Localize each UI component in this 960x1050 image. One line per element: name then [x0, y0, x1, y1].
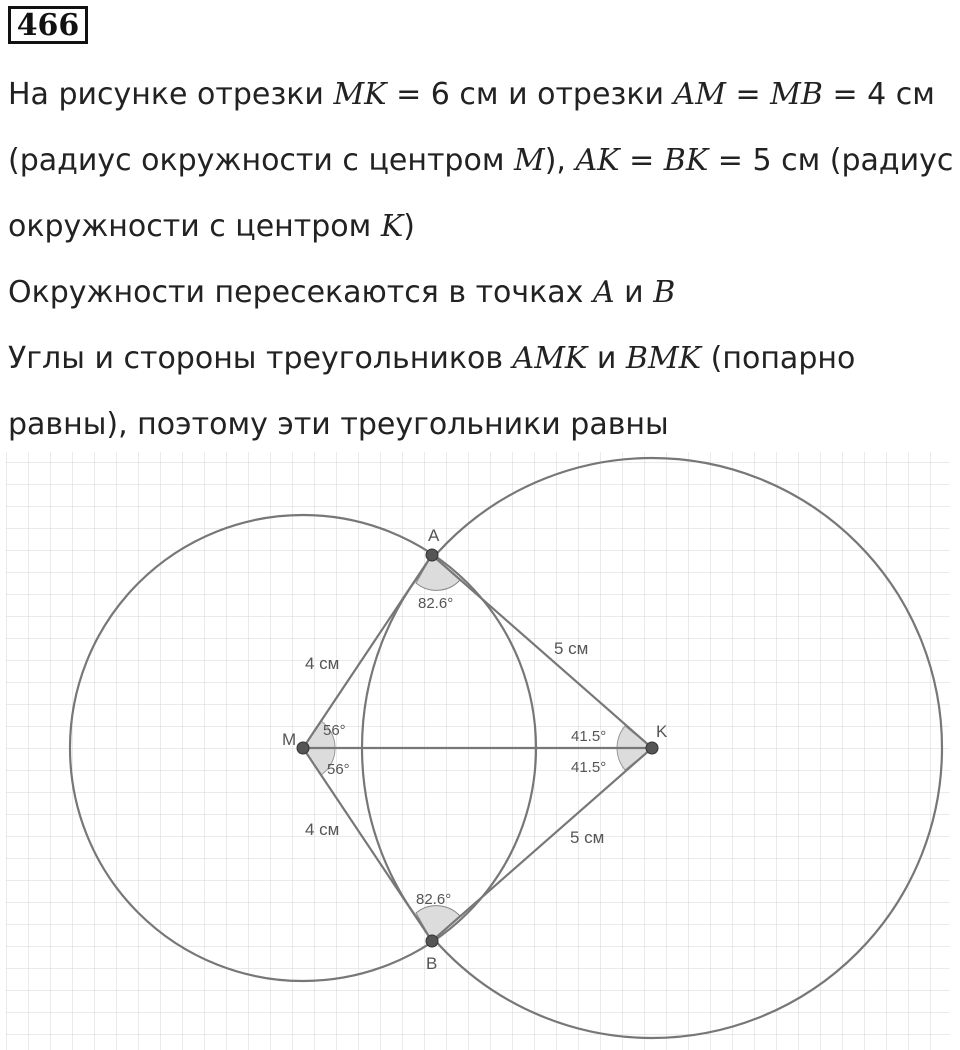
label-angle-m-bot: 56°	[327, 761, 350, 778]
math-m: M	[514, 143, 545, 178]
label-bm-length: 4 см	[305, 820, 340, 839]
math-b: B	[653, 275, 676, 310]
point-k	[646, 742, 658, 754]
label-angle-b: 82.6°	[416, 891, 452, 908]
geometry-figure	[0, 452, 960, 1050]
math-a: A	[592, 275, 615, 310]
text-fragment: =	[725, 77, 771, 112]
math-bk: BK	[663, 143, 709, 178]
label-angle-k-bot: 41.5°	[571, 759, 607, 776]
text-fragment: ),	[544, 143, 576, 178]
math-ak: AK	[575, 143, 620, 178]
label-point-m: M	[282, 730, 297, 749]
math-amk: AMK	[512, 341, 588, 376]
label-point-k: K	[656, 722, 668, 741]
math-k: K	[380, 209, 404, 244]
text-fragment: )	[403, 209, 415, 244]
text-line-5	[8, 326, 948, 392]
problem-text	[8, 62, 954, 458]
label-angle-k-top: 41.5°	[571, 728, 607, 745]
label-bk-length: 5 см	[570, 828, 605, 847]
label-angle-a: 82.6°	[418, 595, 454, 612]
math-am: AM	[673, 77, 726, 112]
label-angle-m-top: 56°	[323, 722, 346, 739]
text-fragment: (попарно	[701, 341, 856, 376]
text-line-2	[8, 128, 954, 194]
text-fragment: = 5 см (радиус	[708, 143, 954, 178]
label-point-a: A	[428, 526, 440, 545]
text-fragment: и	[587, 341, 626, 376]
label-point-b: B	[426, 954, 438, 973]
math-bmk: BMK	[625, 341, 702, 376]
text-fragment: Окружности пересекаются в точках	[8, 275, 593, 310]
point-b	[426, 935, 438, 947]
math-mk: MK	[333, 77, 387, 112]
grid-background	[6, 452, 950, 1050]
text-fragment: и	[614, 275, 654, 310]
text-fragment: (радиус окружности с центром	[8, 143, 514, 178]
point-m	[297, 742, 309, 754]
text-fragment: На рисунке отрезки	[8, 77, 334, 112]
text-line-3	[8, 194, 948, 260]
point-a	[426, 549, 438, 561]
problem-number: 466	[8, 6, 88, 44]
text-fragment: Углы и стороны треугольников	[8, 341, 513, 376]
text-fragment: = 6 см и отрезки	[386, 77, 674, 112]
text-fragment: =	[619, 143, 664, 178]
text-line-6: равны), поэтому эти треугольники равны	[8, 407, 669, 442]
text-fragment: окружности с центром	[8, 209, 381, 244]
text-line-4	[8, 260, 948, 326]
text-line-1	[8, 62, 948, 128]
math-mb: MB	[770, 77, 823, 112]
text-fragment: = 4 см	[822, 77, 935, 112]
label-ak-length: 5 см	[554, 639, 589, 658]
label-am-length: 4 см	[305, 654, 340, 673]
